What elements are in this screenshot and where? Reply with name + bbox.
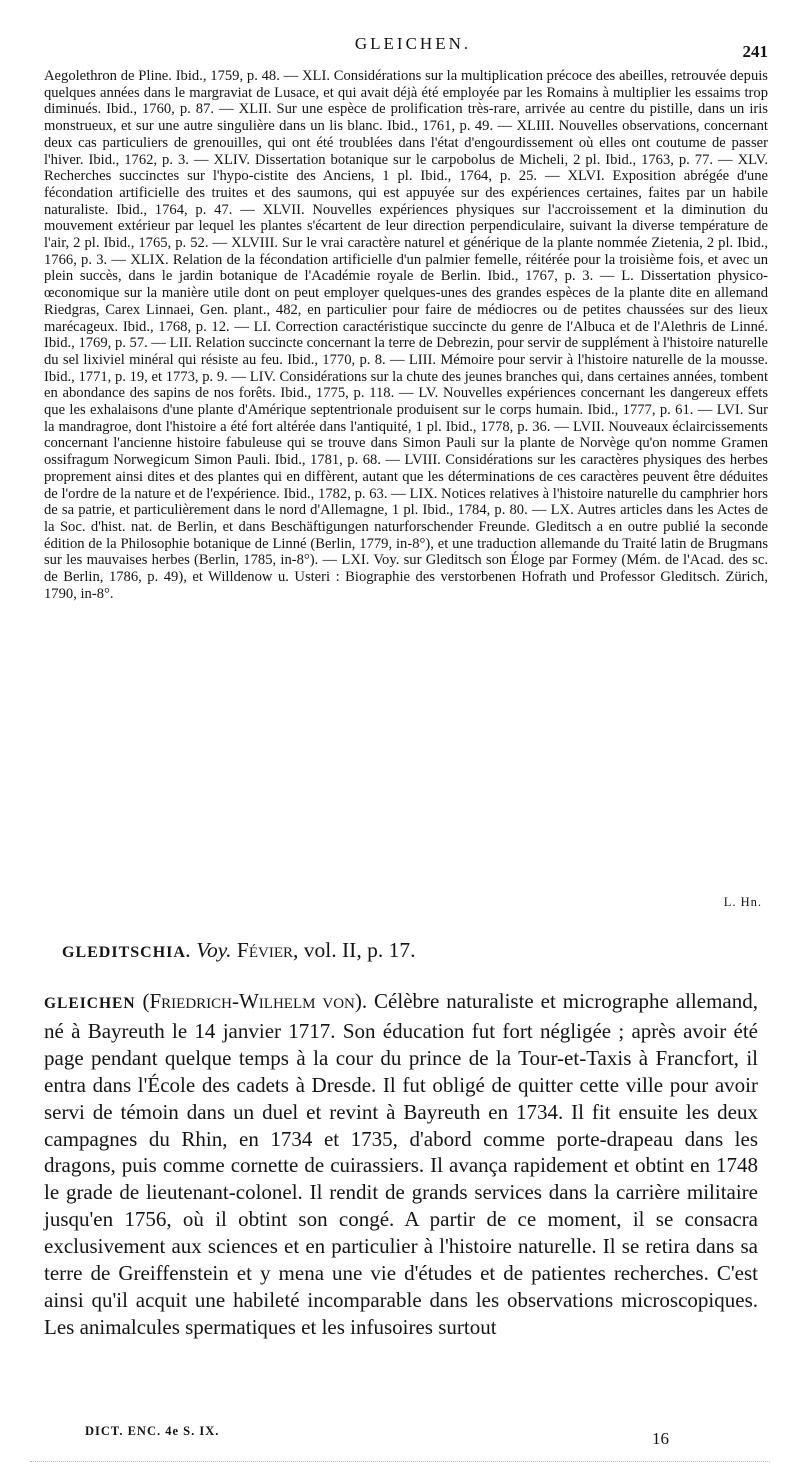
article-body: Célèbre naturaliste et micrographe allemand, né à Bayreuth le 14 janvier 1717. Son éducation fut fort négligée ; après avoir été page pendant quelque temps à la cour du prince de la Tour-et-Taxis à Francfort, il entra dans l'École des cadets à Dresde. Il fut obligé de quitter cette ville pour avoir servi de témoin dans un duel et revint à Bayreuth en 1734. Il fit ensuite les deux campagnes du Rhin, en 1734 et 1735, d'abord comme porte-drapeau dans les dragons, puis comme cornette de cuirassiers. Il avança rapidement et obtint en 1748 le grade de lieutenant-colonel. Il rendit de grands services dans la carrière militaire jusqu'en 1756, où il obtint son congé. A partir de ce moment, il se consacra exclusivement aux sciences et en particulier à l'histoire naturelle. Il se retira dans sa terre de Greiffenstein et y mena une vie d'études et de patientes recherches. C'est ainsi qu'il acquit une habileté incomparable dans les observations microscopiques. Les animalcules spermatiques et les infusoires surtout bbox=[44, 989, 758, 1339]
cross-reference-target: Févier bbox=[236, 938, 294, 962]
bibliography-paragraph: Aegolethron de Pline. Ibid., 1759, p. 48. — XLI. Considérations sur la multiplication précoce des abeilles, retrouvée depuis quelques années dans le margraviat de Lusace, et qui avait déjà été employée par les Romains à multiplier les essaims trop diminués. Ibid., 1760, p. 87. — XLII. Sur une espèce de prolification très-rare, arrivée au centre du pistille, dans un iris monstrueux, et sur une autre singulière dans un lis blanc. Ibid., 1761, p. 49. — XLIII. Nouvelles observations, concernant deux cas particuliers de grenouilles, qui ont été troublées dans l'état d'engourdissement où elles ont coutume de passer l'hiver. Ibid., 1762, p. 3. — XLIV. Dissertation botanique sur le carpobolus de Micheli, 2 pl. Ibid., 1763, p. 77. — XLV. Recherches succinctes sur l'hypo-cistite des Anciens, 1 pl. Ibid., 1764, p. 25. — XLVI. Exposition abrégée d'une fécondation artificielle des truites et des saumons, qui est appuyée sur des expériences certaines, faites par un habile naturaliste. Ibid., 1764, p. 47. — XLVII. Nouvelles expériences physiques sur l'accroissement et la diminution du mouvement extérieur par lequel les plantes s'écartent de leur direction perpendiculaire, suivant la diverse température de l'air, 2 pl. Ibid., 1765, p. 52. — XLVIII. Sur le vrai caractère naturel et générique de la plante nommée Zietenia, 2 pl. Ibid., 1766, p. 3. — XLIX. Relation de la fécondation artificielle d'un palmier femelle, réitérée pour la troisième fois, et avec un plein succès, dans le jardin botanique de l'Académie royale de Berlin. Ibid., 1767, p. 3. — L. Dissertation physico-œconomique sur la manière utile dont on peut employer quelques-unes des grandes espèces de la plante dite en allemand Riedgras, Carex Linnaei, Gen. plant., 482, en particulier pour faire de médiocres ou de petites chaussées sur des lieux marécageux. Ibid., 1768, p. 12. — LI. Correction caractéristique succincte du genre de l'Albuca et de l'Alethris de Linné. Ibid., 1769, p. 57. — LII. Relation succincte concernant la terre de Debrezin, pour servir de supplément à l'histoire naturelle du sel lixiviel minéral qui résiste au feu. Ibid., 1770, p. 8. — LIII. Mémoire pour servir à l'histoire naturelle de la mousse. Ibid., 1771, p. 19, et 1773, p. 9. — LIV. Considérations sur la chute des jeunes branches qui, dans certaines années, tombent en abondance des sapins de nos forêts. Ibid., 1775, p. 118. — LV. Nouvelles expériences concernant les dangereux effets que les exhalaisons d'une plante d'Amérique septentrionale produisent sur le corps humain. Ibid., 1777, p. 61. — LVI. Sur la mandragroe, dont l'histoire a été fort altérée dans l'antiquité, 1 pl. Ibid., 1778, p. 36. — LVII. Nouveaux éclaircissements concernant l'ancienne histoire fabuleuse qui se trouve dans Simon Pauli sur la plante de Norvège qu'on nomme Gramen ossifragum Norwegicum Simon Pauli. Ibid., 1781, p. 68. — LVIII. Considérations sur les caractères physiques des herbes proprement ainsi dites et des plantes qui en diffèrent, autant que les déterminations de ces caractères peuvent être déduites de l'ordre de la nature et de l'expérience. Ibid., 1782, p. 63. — LIX. Notices relatives à l'histoire naturelle du camphrier hors de sa patrie, et particulièrement dans le nord d'Allemagne, 1 pl. Ibid., 1784, p. 80. — LX. Autres articles dans les Actes de la Soc. d'hist. nat. de Berlin, et dans Beschäftigungen naturforschender Freunde. Gleditsch a en outre publié la seconde édition de la Philosophie botanique de Linné (Berlin, 1779, in-8°), et une traduction allemande du Traité latin de Brugmans sur les mauvaises herbes (Berlin, 1785, in-8°). — LXI. Voy. sur Gleditsch son Éloge par Formey (Mém. de l'Acad. des sc. de Berlin, 1786, p. 49), et Willdenow u. Usteri : Biographie des verstorbenen Hofrath und Professor Gleditsch. Zürich, 1790, in-8°. bbox=[44, 68, 768, 602]
cross-reference-entry bbox=[62, 938, 415, 963]
page-number: 241 bbox=[742, 42, 768, 61]
article-gleichen bbox=[44, 988, 758, 1341]
page-edge-divider bbox=[30, 1461, 770, 1462]
article-name-detail: (Friedrich-Wilhelm von). bbox=[142, 989, 368, 1013]
author-signature: L. Hn. bbox=[723, 895, 762, 909]
article-headword: GLEICHEN bbox=[44, 995, 136, 1012]
sheet-number: 16 bbox=[652, 1429, 669, 1448]
cross-reference-headword: GLEDITSCHIA. bbox=[62, 944, 191, 961]
cross-reference-location: , vol. II, p. 17. bbox=[293, 938, 416, 962]
page-header bbox=[58, 32, 768, 64]
signature-line: DICT. ENC. 4e S. IX. bbox=[85, 1424, 220, 1438]
running-head: GLEICHEN. bbox=[354, 34, 472, 53]
cross-reference-voy: Voy. bbox=[196, 938, 232, 962]
